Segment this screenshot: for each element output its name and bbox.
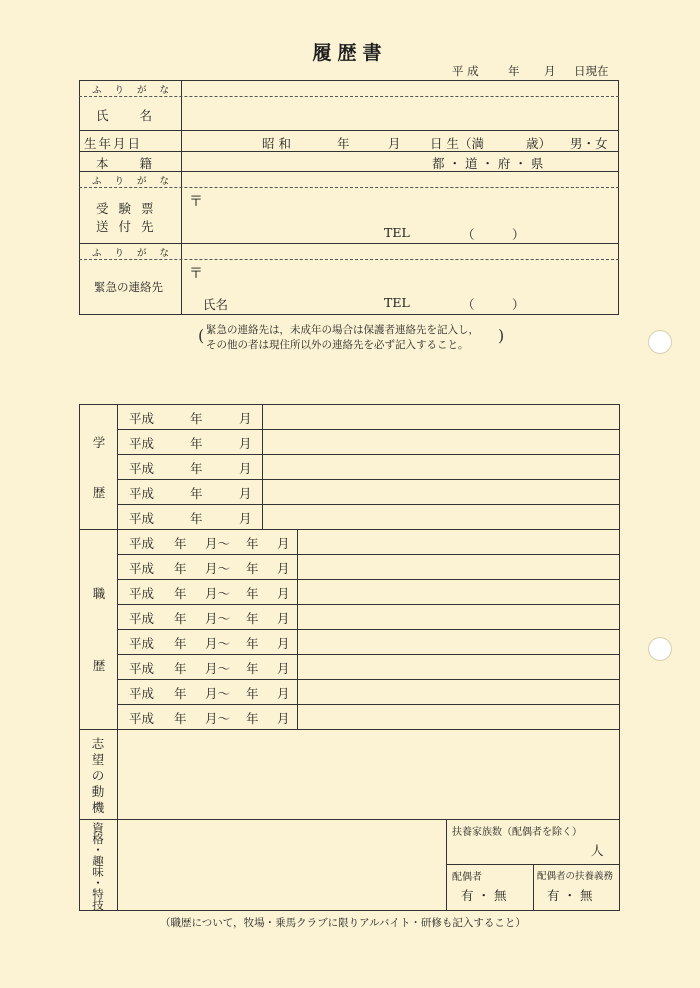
career-row-year2: 年 — [246, 536, 259, 551]
note-bracket-right: ) — [498, 326, 505, 345]
dependents-unit: 人 — [591, 843, 604, 858]
footer-note: （職歴について，牧場・乗馬クラブに限りアルバイト・研修も記入すること） — [160, 917, 526, 929]
career-row-month2: 月 — [277, 686, 290, 701]
skills-label-char: 技 — [92, 898, 104, 912]
career-row-year: 年 — [174, 561, 187, 576]
skills-label-char: ・ — [92, 843, 104, 857]
career-label-1: 職 — [92, 586, 106, 601]
career-row-year: 年 — [174, 711, 187, 726]
motivation-label-char: 動 — [91, 784, 105, 799]
skills-label-char: 格 — [92, 832, 104, 846]
career-row-year: 年 — [174, 586, 187, 601]
career-row-month: 月～ — [205, 636, 231, 651]
motivation-label-char: の — [91, 768, 105, 783]
career-row-era: 平成 — [129, 611, 155, 626]
skills-label — [90, 823, 106, 911]
education-row-year: 年 — [190, 411, 203, 426]
career-row-month2: 月 — [277, 586, 290, 601]
name-label: 氏 名 — [96, 108, 155, 123]
career-row-year: 年 — [174, 661, 187, 676]
furigana-label: ふ り が な — [92, 176, 175, 187]
birth-era: 昭 和 — [262, 136, 291, 151]
career-row-year2: 年 — [246, 561, 259, 576]
career-row-year: 年 — [174, 536, 187, 551]
binder-hole — [648, 330, 672, 354]
career-row-month2: 月 — [277, 636, 290, 651]
spouse-support-label: 配偶者の扶養義務 — [537, 871, 614, 882]
education-row-era: 平成 — [129, 461, 155, 476]
career-row-month2: 月 — [277, 661, 290, 676]
spouse-value: 有 ・ 無 — [461, 888, 507, 903]
career-row-era: 平成 — [129, 686, 155, 701]
career-row-month: 月～ — [205, 711, 231, 726]
education-row-era: 平成 — [129, 411, 155, 426]
skills-label-char: 味 — [92, 865, 104, 879]
postal-mark: 〒 — [189, 194, 203, 210]
skills-label-char: 趣 — [92, 854, 104, 868]
emergency-name-label: 氏名 — [203, 297, 229, 312]
career-row-month2: 月 — [277, 611, 290, 626]
skills-label-char: 資 — [92, 821, 104, 835]
sex-choice: 男・女 — [570, 136, 608, 151]
education-row-year: 年 — [190, 486, 203, 501]
education-row-year: 年 — [190, 461, 203, 476]
date-year: 年 — [508, 64, 520, 78]
career-row-year2: 年 — [246, 611, 259, 626]
spouse-support-value: 有 ・ 無 — [547, 888, 593, 903]
honseki-label: 本 籍 — [96, 156, 155, 171]
education-row-month: 月 — [239, 461, 252, 476]
career-row-era: 平成 — [129, 711, 155, 726]
tel-paren: （ ） — [462, 227, 525, 242]
career-row-month: 月～ — [205, 586, 231, 601]
career-row-year2: 年 — [246, 636, 259, 651]
date-month: 月 — [544, 64, 556, 78]
career-row-era: 平成 — [129, 636, 155, 651]
birth-day: 日 生（満 — [430, 136, 484, 151]
career-row-year2: 年 — [246, 686, 259, 701]
career-row-month2: 月 — [277, 561, 290, 576]
education-row-month: 月 — [239, 511, 252, 526]
motivation-label — [90, 736, 106, 816]
tel-label: TEL — [384, 225, 410, 240]
education-row-year: 年 — [190, 436, 203, 451]
education-row-month: 月 — [239, 411, 252, 426]
motivation-label-char: 志 — [91, 736, 105, 751]
career-row-year: 年 — [174, 686, 187, 701]
page-title: 履歴書 — [312, 42, 388, 64]
tel-label: TEL — [384, 295, 410, 310]
career-row-year2: 年 — [246, 661, 259, 676]
note-line-2: その他の者は現住所以外の連絡先を必ず記入すること。 — [206, 339, 469, 351]
birth-month: 月 — [388, 136, 401, 151]
career-row-era: 平成 — [129, 561, 155, 576]
note-line-1: 緊急の連絡先は，未成年の場合は保護者連絡先を記入し， — [206, 324, 479, 336]
motivation-label-char: 望 — [91, 752, 105, 767]
education-label-2: 歴 — [92, 485, 106, 500]
education-row-year: 年 — [190, 511, 203, 526]
career-row-month: 月～ — [205, 661, 231, 676]
education-row-month: 月 — [239, 486, 252, 501]
skills-label-char: ・ — [92, 876, 104, 890]
tel-paren: （ ） — [462, 297, 525, 312]
education-row-era: 平成 — [129, 436, 155, 451]
address-label-2: 送 付 先 — [96, 219, 157, 234]
skills-label-char: 特 — [92, 887, 104, 901]
date-era: 平 成 — [452, 64, 479, 78]
career-row-year: 年 — [174, 611, 187, 626]
date-day-present: 日現在 — [574, 64, 609, 78]
address-label-1: 受 験 票 — [96, 201, 157, 216]
postal-mark: 〒 — [189, 266, 203, 282]
career-row-month2: 月 — [277, 711, 290, 726]
note-bracket-left: ( — [198, 326, 205, 345]
career-row-month: 月～ — [205, 561, 231, 576]
birth-year: 年 — [337, 136, 350, 151]
career-row-year2: 年 — [246, 586, 259, 601]
career-row-year2: 年 — [246, 711, 259, 726]
furigana-label: ふ り が な — [92, 85, 175, 96]
birth-age: 歳） — [526, 136, 552, 151]
furigana-label: ふ り が な — [92, 248, 175, 259]
career-row-month: 月～ — [205, 536, 231, 551]
career-row-era: 平成 — [129, 586, 155, 601]
spouse-label: 配偶者 — [452, 872, 482, 883]
career-row-era: 平成 — [129, 661, 155, 676]
career-row-month: 月～ — [205, 611, 231, 626]
education-row-month: 月 — [239, 436, 252, 451]
career-row-month2: 月 — [277, 536, 290, 551]
education-row-era: 平成 — [129, 511, 155, 526]
career-row-month: 月～ — [205, 686, 231, 701]
education-row-era: 平成 — [129, 486, 155, 501]
career-row-era: 平成 — [129, 536, 155, 551]
prefecture-choice: 都 ・ 道 ・ 府 ・ 県 — [432, 156, 544, 171]
emergency-label: 緊急の連絡先 — [94, 280, 163, 294]
career-label-2: 歴 — [92, 658, 106, 673]
birthdate-label: 生年月日 — [84, 136, 143, 151]
dependents-label: 扶養家族数（配偶者を除く） — [452, 827, 582, 838]
motivation-label-char: 機 — [91, 800, 105, 815]
career-row-year: 年 — [174, 636, 187, 651]
binder-hole — [648, 637, 672, 661]
education-label-1: 学 — [92, 435, 106, 450]
